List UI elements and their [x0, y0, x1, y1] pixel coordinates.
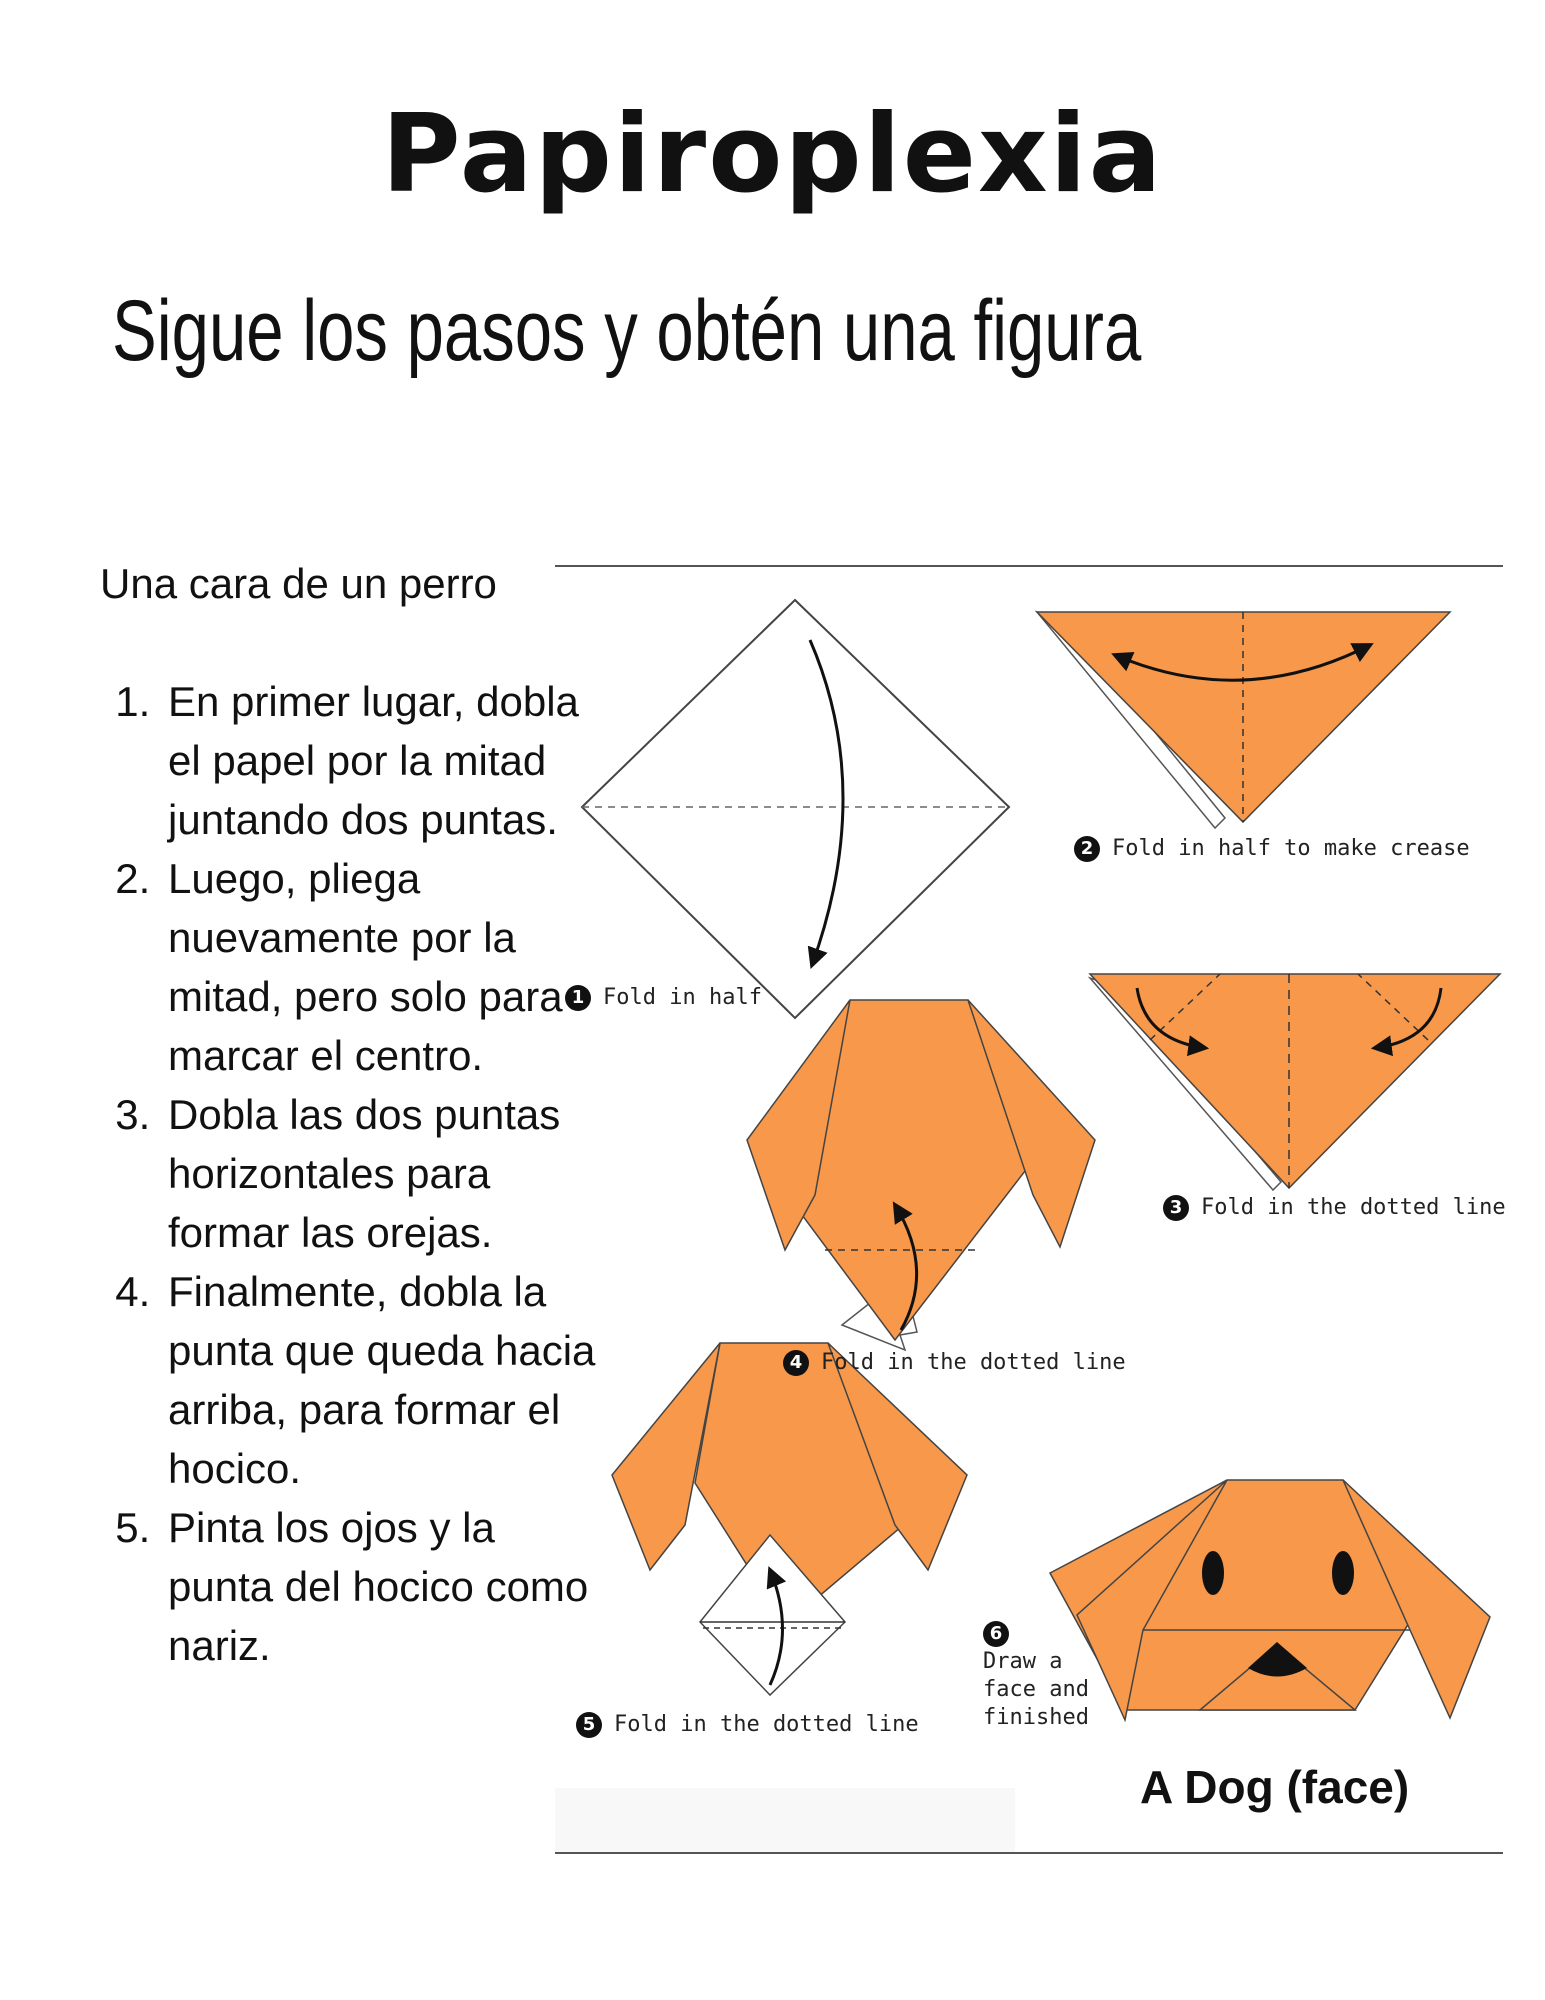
steps-list — [112, 672, 602, 1675]
caption-step-2 — [1074, 836, 1470, 862]
diagram-top-rule — [555, 565, 1503, 567]
step4-head — [747, 1000, 1095, 1350]
step5-head — [612, 1343, 967, 1695]
step-number-badge: 4 — [783, 1350, 809, 1376]
step2-triangle — [1037, 612, 1450, 828]
page-title: Papiroplexia — [381, 92, 1164, 217]
step3-triangle — [1090, 974, 1500, 1190]
step-number-badge: 2 — [1074, 836, 1100, 862]
caption-step-4 — [783, 1350, 1126, 1376]
step-3: 3. Dobla las dos puntas horizontales para formar las orejas. — [162, 1085, 602, 1262]
caption-text: Fold in the dotted line — [821, 1350, 1126, 1375]
diagram-bottom-rule — [555, 1852, 1503, 1854]
step-5: 5. Pinta los ojos y la punta del hocico como nariz. — [162, 1498, 602, 1675]
caption-step-6 — [983, 1620, 1089, 1732]
caption-text-line-2: face and — [983, 1677, 1089, 1702]
caption-text: Fold in the dotted line — [1201, 1195, 1506, 1220]
step-number-badge: 5 — [576, 1712, 602, 1738]
intro-text: Una cara de un perro — [100, 560, 497, 607]
caption-text-line-3: finished — [983, 1705, 1089, 1730]
caption-step-3 — [1163, 1195, 1506, 1221]
step-4: 4. Finalmente, dobla la punta que queda hacia arriba, para formar el hocico. — [162, 1262, 602, 1498]
caption-text: Fold in half to make crease — [1112, 836, 1470, 861]
step-number-badge: 3 — [1163, 1195, 1189, 1221]
step-number-badge: 6 — [983, 1621, 1009, 1647]
step1-diamond — [582, 600, 1009, 1018]
caption-text-line-1: Draw a — [983, 1649, 1063, 1674]
caption-text: Fold in the dotted line — [614, 1712, 919, 1737]
caption-step-1 — [565, 985, 762, 1011]
caption-text: Fold in half — [603, 985, 762, 1010]
step6-dog-face — [1050, 1480, 1490, 1720]
page-subtitle: Sigue los pasos y obtén una figura — [112, 283, 1142, 379]
step-1: 1. En primer lugar, dobla el papel por la mitad juntando dos puntas. — [162, 672, 602, 849]
step-number-badge: 1 — [565, 985, 591, 1011]
caption-step-5 — [576, 1712, 919, 1738]
dog-face-label: A Dog (face) — [1140, 1761, 1410, 1813]
step-2: 2. Luego, pliega nuevamente por la mitad, pero solo para marcar el centro. — [162, 849, 602, 1085]
